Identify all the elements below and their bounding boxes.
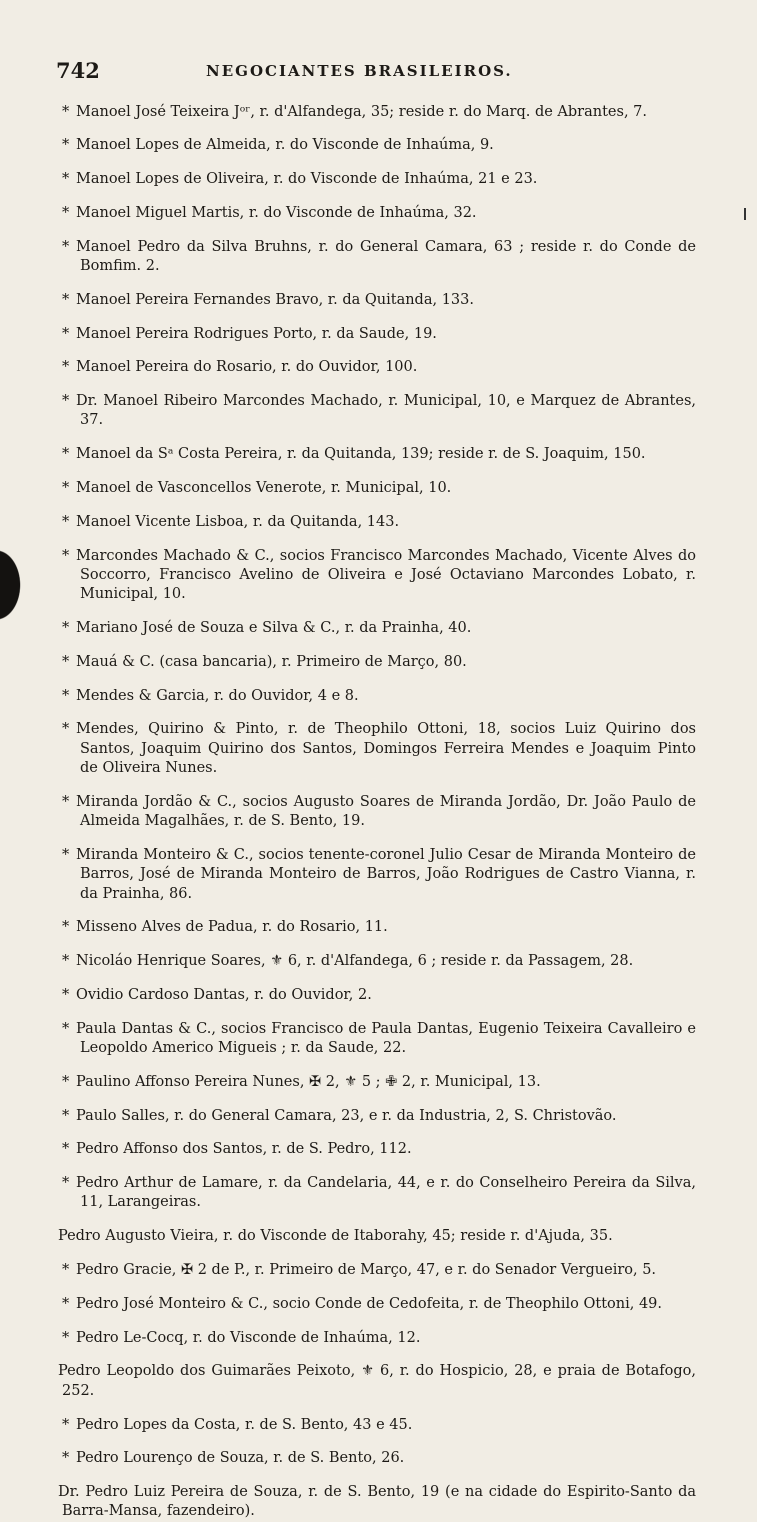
entry-text: Manoel da Sᵃ Costa Pereira, r. da Quitanda, 139; reside r. de S. Joaquim, 150. [76, 446, 646, 463]
directory-entry [56, 653, 696, 672]
margin-mark [744, 208, 746, 220]
entry-text: Manoel José Teixeira Jᵒʳ, r. d'Alfandega, 35; reside r. do Marq. de Abrantes, 7. [76, 103, 648, 120]
entry-asterisk: * [62, 513, 70, 530]
document-page [56, 58, 696, 1522]
entry-asterisk: * [62, 547, 70, 564]
entry-text: Pedro Lopes da Costa, r. de S. Bento, 43 e 45. [76, 1416, 413, 1433]
entry-asterisk: * [62, 103, 70, 120]
entry-asterisk: * [62, 359, 70, 376]
entry-asterisk: * [62, 721, 70, 738]
ink-blot [0, 545, 24, 625]
entry-text: Dr. Pedro Luiz Pereira de Souza, r. de S. Bento, 19 (e na cidade do Espirito-Santo da Barra-Mansa, fazendeiro). [58, 1484, 696, 1520]
entry-asterisk: * [62, 238, 70, 255]
entry-text: Pedro José Monteiro & C., socio Conde de Cedofeita, r. de Theophilo Ottoni, 49. [76, 1295, 663, 1312]
directory-entry [56, 291, 696, 310]
entry-asterisk: * [62, 1416, 70, 1433]
directory-entry [56, 793, 696, 832]
directory-entry [56, 445, 696, 464]
entry-asterisk: * [62, 291, 70, 308]
entry-asterisk: * [62, 919, 70, 936]
directory-entry [56, 1295, 696, 1314]
entry-text: Mendes & Garcia, r. do Ouvidor, 4 e 8. [76, 687, 359, 704]
entry-asterisk: * [62, 1175, 70, 1192]
entry-asterisk: * [62, 653, 70, 670]
directory-entry [56, 1174, 696, 1213]
directory-entry [56, 238, 696, 277]
entry-asterisk: * [62, 793, 70, 810]
directory-entry [56, 720, 696, 778]
directory-entry [56, 986, 696, 1005]
directory-entry [56, 136, 696, 155]
directory-entry [56, 325, 696, 344]
entry-asterisk: * [62, 204, 70, 221]
entry-text: Manoel Pedro da Silva Bruhns, r. do General Camara, 63 ; reside r. do Conde de Bomfim. 2. [76, 238, 696, 274]
entry-asterisk: * [62, 1073, 70, 1090]
entry-text: Mariano José de Souza e Silva & C., r. da Prainha, 40. [76, 620, 472, 637]
entry-text: Pedro Gracie, ✠ 2 de P., r. Primeiro de Março, 47, e r. do Senador Vergueiro, 5. [76, 1262, 657, 1279]
entry-asterisk: * [62, 325, 70, 342]
entry-text: Dr. Manoel Ribeiro Marcondes Machado, r. Municipal, 10, e Marquez de Abrantes, 37. [76, 393, 696, 429]
entry-asterisk: * [62, 620, 70, 637]
entry-text: Manoel Pereira Rodrigues Porto, r. da Saude, 19. [76, 325, 437, 342]
entry-text: Miranda Jordão & C., socios Augusto Soares de Miranda Jordão, Dr. João Paulo de Almeida Magalhães, r. de S. Bento, 19. [76, 793, 696, 830]
entry-text: Pedro Leopoldo dos Guimarães Peixoto, ⚜ 6, r. do Hospicio, 28, e praia de Botafogo, 252. [58, 1363, 696, 1399]
entry-asterisk: * [62, 1107, 70, 1124]
entry-asterisk: * [62, 1329, 70, 1346]
directory-entry [56, 513, 696, 532]
entry-asterisk: * [62, 446, 70, 463]
directory-entry [56, 358, 696, 377]
entry-text: Mendes, Quirino & Pinto, r. de Theophilo Ottoni, 18, socios Luiz Quirino dos Santos, Joaquim Quirino dos Santos, Domingos Ferreira Mendes e Joaquim Pinto de Oliveira Nunes. [76, 721, 696, 777]
entry-text: Manoel Pereira Fernandes Bravo, r. da Quitanda, 133. [76, 291, 474, 308]
entry-asterisk: * [62, 1141, 70, 1158]
directory-entry [56, 1449, 696, 1468]
running-head: NEGOCIANTES BRASILEIROS. [206, 62, 513, 80]
directory-entry [56, 1107, 696, 1126]
directory-entry [56, 619, 696, 638]
directory-entry [56, 918, 696, 937]
entry-text: Mauá & C. (casa bancaria), r. Primeiro de Março, 80. [76, 653, 467, 670]
entry-asterisk: * [62, 393, 70, 410]
directory-entry [56, 392, 696, 431]
page-header [56, 58, 696, 88]
entry-text: Paula Dantas & C., socios Francisco de Paula Dantas, Eugenio Teixeira Cavalleiro e Leopoldo Americo Migueis ; r. da Saude, 22. [76, 1020, 696, 1056]
directory-entries [56, 103, 696, 1522]
directory-entry [56, 687, 696, 706]
entry-text: Pedro Lourenço de Souza, r. de S. Bento, 26. [76, 1450, 405, 1467]
entry-text: Manoel Lopes de Oliveira, r. do Visconde de Inhaúma, 21 e 23. [76, 171, 538, 188]
directory-entry [56, 1261, 696, 1280]
directory-entry [56, 1073, 696, 1092]
entry-asterisk: * [62, 480, 70, 497]
entry-text: Pedro Augusto Vieira, r. do Visconde de Itaborahy, 45; reside r. d'Ajuda, 35. [58, 1228, 613, 1245]
directory-entry [56, 170, 696, 189]
directory-entry [56, 1483, 696, 1522]
entry-text: Pedro Affonso dos Santos, r. de S. Pedro, 112. [76, 1141, 412, 1158]
directory-entry [56, 204, 696, 223]
entry-text: Pedro Arthur de Lamare, r. da Candelaria, 44, e r. do Conselheiro Pereira da Silva, 11, Larangeiras. [76, 1175, 696, 1211]
entry-asterisk: * [62, 953, 70, 970]
entry-text: Nicoláo Henrique Soares, ⚜ 6, r. d'Alfandega, 6 ; reside r. da Passagem, 28. [76, 953, 634, 970]
page-number: 742 [56, 58, 100, 83]
entry-text: Manoel Lopes de Almeida, r. do Visconde de Inhaúma, 9. [76, 137, 494, 154]
directory-entry [56, 103, 696, 122]
entry-text: Manoel Miguel Martis, r. do Visconde de Inhaúma, 32. [76, 204, 477, 221]
entry-asterisk: * [62, 1262, 70, 1279]
entry-text: Marcondes Machado & C., socios Francisco Marcondes Machado, Vicente Alves do Soccorro, Francisco Avelino de Oliveira e José Octaviano Marcondes Lobato, r. Municipal, 10. [76, 547, 696, 603]
entry-asterisk: * [62, 1020, 70, 1037]
directory-entry [56, 479, 696, 498]
entry-text: Manoel Pereira do Rosario, r. do Ouvidor, 100. [76, 359, 418, 376]
entry-asterisk: * [62, 846, 70, 863]
entry-text: Miranda Monteiro & C., socios tenente-coronel Julio Cesar de Miranda Monteiro de Barros, José de Miranda Monteiro de Barros, João Rodrigues de Castro Vianna, r. da Prainha, 86. [76, 846, 696, 902]
entry-asterisk: * [62, 137, 70, 154]
entry-text: Paulo Salles, r. do General Camara, 23, e r. da Industria, 2, S. Christovão. [76, 1107, 617, 1124]
directory-entry [56, 1362, 696, 1401]
entry-text: Ovidio Cardoso Dantas, r. do Ouvidor, 2. [76, 986, 372, 1003]
entry-text: Pedro Le-Cocq, r. do Visconde de Inhaúma, 12. [76, 1329, 421, 1346]
entry-asterisk: * [62, 1295, 70, 1312]
directory-entry [56, 1140, 696, 1159]
entry-text: Paulino Affonso Pereira Nunes, ✠ 2, ⚜ 5 ; ✙ 2, r. Municipal, 13. [76, 1073, 541, 1090]
entry-asterisk: * [62, 171, 70, 188]
entry-asterisk: * [62, 687, 70, 704]
directory-entry [56, 952, 696, 971]
directory-entry [56, 1020, 696, 1059]
directory-entry [56, 547, 696, 605]
directory-entry [56, 1329, 696, 1348]
directory-entry [56, 1227, 696, 1246]
entry-asterisk: * [62, 986, 70, 1003]
entry-asterisk: * [62, 1450, 70, 1467]
entry-text: Misseno Alves de Padua, r. do Rosario, 11. [76, 919, 388, 936]
entry-text: Manoel de Vasconcellos Venerote, r. Municipal, 10. [76, 480, 452, 497]
directory-entry [56, 1416, 696, 1435]
entry-text: Manoel Vicente Lisboa, r. da Quitanda, 143. [76, 513, 400, 530]
directory-entry [56, 846, 696, 904]
